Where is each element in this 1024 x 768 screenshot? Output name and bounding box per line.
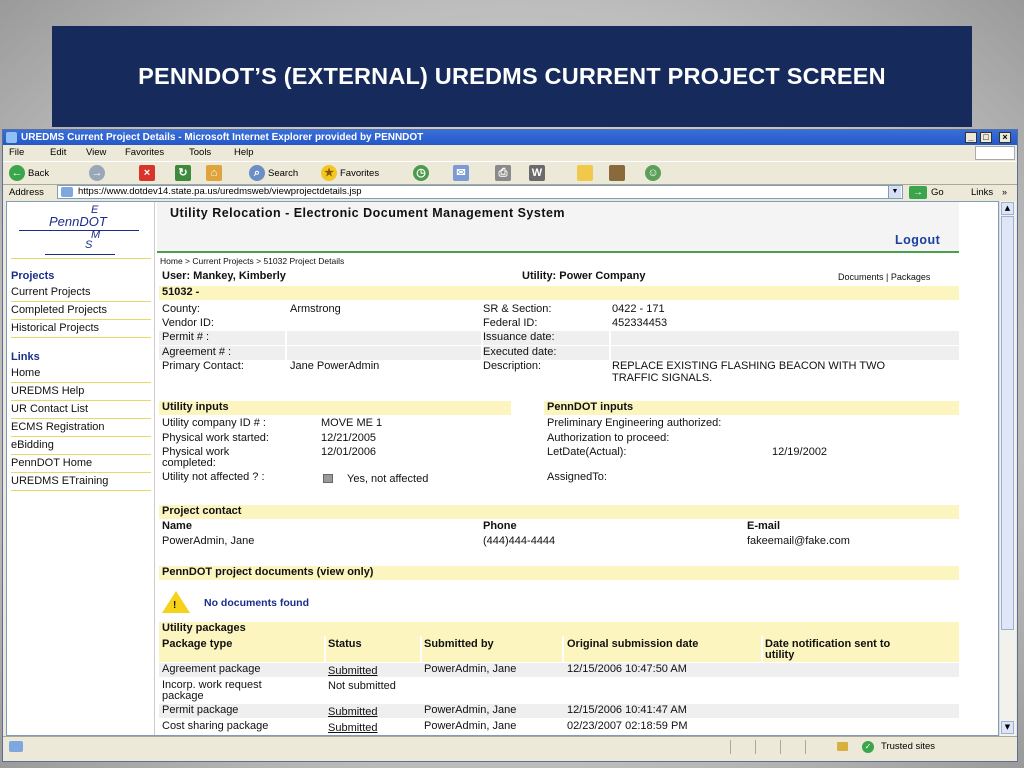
packages-band bbox=[159, 622, 959, 636]
contact-col-phone: Phone bbox=[483, 520, 517, 532]
contact-email: fakeemail@fake.com bbox=[747, 535, 850, 547]
search-icon: ⌕ bbox=[249, 165, 265, 181]
app-header bbox=[157, 202, 959, 253]
menu-bar bbox=[3, 145, 1017, 161]
package-row-2-type: Incorp. work request bbox=[162, 679, 262, 691]
logo-s: S bbox=[85, 239, 93, 251]
federal-id-value: 452334453 bbox=[612, 317, 668, 329]
package-row-1-by: PowerAdmin, Jane bbox=[424, 663, 517, 675]
package-row-3-bg bbox=[159, 704, 959, 718]
go-label: Go bbox=[931, 187, 944, 198]
system-title: Utility Relocation - Electronic Document Management System bbox=[170, 206, 566, 220]
zone-label: Trusted sites bbox=[881, 741, 936, 752]
edit-button[interactable] bbox=[529, 164, 548, 182]
trusted-sites-icon: ✓ bbox=[862, 741, 874, 753]
packages-col-status: Status bbox=[328, 638, 362, 650]
logo-underline bbox=[19, 230, 139, 231]
status-divider-3 bbox=[780, 740, 781, 754]
packages-col-orig-date: Original submission date bbox=[567, 638, 699, 650]
print-button[interactable] bbox=[495, 164, 514, 182]
vendor-id-label: Vendor ID: bbox=[162, 317, 214, 329]
work-started-label: Physical work started: bbox=[162, 432, 269, 444]
address-bar bbox=[3, 184, 1017, 201]
windows-logo-icon bbox=[975, 146, 1015, 160]
primary-contact-value: Jane PowerAdmin bbox=[290, 360, 380, 372]
home-icon: ⌂ bbox=[206, 165, 222, 181]
sidebar-item-uredms-help[interactable]: UREDMS Help bbox=[11, 382, 151, 401]
toolbar bbox=[3, 161, 1017, 185]
logo-m: M bbox=[91, 229, 101, 241]
issuance-date-label: Issuance date: bbox=[483, 331, 555, 343]
home-button[interactable] bbox=[206, 164, 225, 182]
package-row-3-date: 12/15/2006 10:41:47 AM bbox=[567, 704, 687, 716]
menu-edit[interactable]: Edit bbox=[50, 147, 67, 158]
mail-icon: ✉ bbox=[453, 165, 469, 181]
package-row-2-status: Not submitted bbox=[328, 680, 396, 692]
project-id: 51032 - bbox=[162, 286, 200, 298]
browser-window bbox=[2, 129, 1018, 762]
contact-col-name: Name bbox=[162, 520, 192, 532]
favorites-label: Favorites bbox=[340, 167, 380, 179]
description-label: Description: bbox=[483, 360, 542, 372]
menu-tools[interactable]: Tools bbox=[189, 147, 212, 158]
not-affected-text: Yes, not affected bbox=[347, 473, 429, 485]
packages-col-notify-1: Date notification sent to bbox=[765, 638, 891, 650]
edit-icon: W bbox=[529, 165, 545, 181]
refresh-button[interactable] bbox=[175, 164, 194, 182]
packages-col-type: Package type bbox=[162, 638, 233, 650]
assigned-to-label: AssignedTo: bbox=[547, 471, 607, 483]
not-affected-label: Utility not affected ? : bbox=[162, 471, 265, 483]
back-button[interactable] bbox=[9, 164, 49, 182]
back-arrow-icon: ← bbox=[9, 165, 25, 181]
sr-section-label: SR & Section: bbox=[483, 303, 552, 315]
no-documents-message: No documents found bbox=[204, 597, 309, 609]
lock-icon bbox=[837, 742, 848, 751]
contact-col-email: E-mail bbox=[747, 520, 781, 532]
packages-heading: Utility packages bbox=[162, 622, 246, 634]
package-row-3-status-link[interactable]: Submitted bbox=[328, 706, 378, 718]
mail-button[interactable] bbox=[453, 164, 472, 182]
go-button[interactable] bbox=[909, 185, 944, 200]
links-label[interactable]: Links bbox=[971, 187, 994, 198]
search-label: Search bbox=[268, 167, 299, 179]
contact-phone: (444)444-4444 bbox=[483, 535, 556, 547]
messenger-button[interactable] bbox=[645, 164, 664, 182]
not-affected-checkbox[interactable] bbox=[323, 474, 333, 483]
primary-contact-label: Primary Contact: bbox=[162, 360, 244, 372]
project-id-band bbox=[159, 286, 959, 300]
search-button[interactable] bbox=[249, 164, 298, 182]
utility-name: Utility: Power Company bbox=[522, 270, 646, 282]
sidebar-item-historical-projects[interactable]: Historical Projects bbox=[11, 319, 151, 338]
research-icon bbox=[609, 165, 625, 181]
star-icon: ★ bbox=[321, 165, 337, 181]
authorization-label: Authorization to proceed: bbox=[547, 432, 670, 444]
logo-penndot: PennDOT bbox=[49, 214, 107, 229]
links-heading: Links bbox=[11, 351, 40, 363]
sidebar-item-ur-contact-list[interactable]: UR Contact List bbox=[11, 400, 151, 419]
menu-file[interactable]: File bbox=[9, 147, 25, 158]
close-button[interactable]: × bbox=[999, 132, 1011, 143]
documents-heading: PennDOT project documents (view only) bbox=[162, 566, 374, 578]
forward-button[interactable] bbox=[89, 164, 108, 182]
package-row-3-by: PowerAdmin, Jane bbox=[424, 704, 517, 716]
uredms-logo bbox=[11, 204, 151, 257]
executed-date-label: Executed date: bbox=[483, 346, 557, 358]
history-icon: ◷ bbox=[413, 165, 429, 181]
warning-icon-mark: ! bbox=[173, 600, 177, 611]
county-value: Armstrong bbox=[290, 303, 341, 315]
permit-label: Permit # : bbox=[162, 331, 210, 343]
breadcrumb[interactable]: Home > Current Projects > 51032 Project Details bbox=[160, 256, 345, 266]
slide-title-text: PENNDOT’S (EXTERNAL) UREDMS CURRENT PROJECT SCREEN bbox=[138, 63, 886, 89]
permit-row-bg bbox=[159, 331, 959, 345]
address-label: Address bbox=[9, 187, 44, 198]
project-contact-heading: Project contact bbox=[162, 505, 242, 517]
package-row-1-status-link[interactable]: Submitted bbox=[328, 665, 378, 677]
prelim-engineering-label: Preliminary Engineering authorized: bbox=[547, 417, 722, 429]
package-row-2-type-2: package bbox=[162, 690, 204, 702]
sr-section-value: 0422 - 171 bbox=[612, 303, 665, 315]
package-row-4-by: PowerAdmin, Jane bbox=[424, 720, 517, 732]
utility-inputs-heading: Utility inputs bbox=[162, 401, 229, 413]
agreement-label: Agreement # : bbox=[162, 346, 232, 358]
utility-company-id-value: MOVE ME 1 bbox=[321, 417, 383, 429]
folder-button[interactable] bbox=[577, 164, 596, 182]
utility-company-id-label: Utility company ID # : bbox=[162, 417, 266, 429]
menu-view[interactable]: View bbox=[86, 147, 107, 158]
sidebar-item-ebidding[interactable]: eBidding bbox=[11, 436, 151, 455]
sidebar-item-penndot-home[interactable]: PennDOT Home bbox=[11, 454, 151, 473]
address-url: https://www.dotdev14.state.pa.us/uredmsweb/viewprojectdetails.jsp bbox=[78, 186, 362, 197]
description-line-1: REPLACE EXISTING FLASHING BEACON WITH TWO bbox=[612, 360, 886, 372]
address-dropdown-icon[interactable]: ▼ bbox=[888, 186, 901, 198]
window-titlebar bbox=[3, 130, 1017, 145]
packages-col-notify-2: utility bbox=[765, 649, 795, 661]
letdate-value: 12/19/2002 bbox=[772, 446, 828, 458]
description-line-2: TRAFFIC SIGNALS. bbox=[612, 372, 713, 384]
work-completed-value: 12/01/2006 bbox=[321, 446, 377, 458]
research-button[interactable] bbox=[609, 164, 628, 182]
vertical-scrollbar[interactable] bbox=[999, 201, 1016, 736]
logo-underline-2 bbox=[45, 254, 115, 255]
status-divider-4 bbox=[805, 740, 806, 754]
links-chevron-icon[interactable]: » bbox=[1002, 187, 1008, 197]
sidebar bbox=[7, 202, 155, 735]
back-label: Back bbox=[28, 167, 50, 179]
sidebar-item-completed-projects[interactable]: Completed Projects bbox=[11, 301, 151, 320]
status-divider-2 bbox=[755, 740, 756, 754]
work-completed-label-1: Physical work bbox=[162, 446, 230, 458]
window-title: UREDMS Current Project Details - Microsoft Internet Explorer provided by PENNDOT bbox=[21, 132, 424, 143]
logo-e: E bbox=[91, 204, 99, 216]
package-row-4-date: 02/23/2007 02:18:59 PM bbox=[567, 720, 688, 732]
package-row-4-status-link[interactable]: Submitted bbox=[328, 722, 378, 734]
package-row-1-type: Agreement package bbox=[162, 663, 261, 675]
package-row-4-type: Cost sharing package bbox=[162, 720, 269, 732]
work-completed-label-2: completed: bbox=[162, 457, 216, 469]
folder-icon bbox=[577, 165, 593, 181]
menu-favorites[interactable]: Favorites bbox=[125, 147, 165, 158]
page-status-icon bbox=[9, 741, 23, 752]
scroll-up-arrow-icon[interactable]: ▲ bbox=[1001, 202, 1014, 215]
forward-arrow-icon: → bbox=[89, 165, 105, 181]
documents-packages-links[interactable]: Documents | Packages bbox=[838, 272, 931, 282]
refresh-icon: ↻ bbox=[175, 165, 191, 181]
package-row-3-type: Permit package bbox=[162, 704, 239, 716]
sidebar-item-uredms-etraining[interactable]: UREDMS ETraining bbox=[11, 472, 151, 491]
scroll-thumb[interactable] bbox=[1001, 216, 1014, 630]
package-row-1-date: 12/15/2006 10:47:50 AM bbox=[567, 663, 687, 675]
minimize-button[interactable]: _ bbox=[965, 132, 977, 143]
address-input[interactable] bbox=[57, 185, 903, 199]
agreement-row-bg bbox=[159, 346, 959, 360]
stop-button[interactable] bbox=[139, 164, 158, 182]
work-started-value: 12/21/2005 bbox=[321, 432, 377, 444]
scroll-down-arrow-icon[interactable]: ▼ bbox=[1001, 721, 1014, 734]
sidebar-item-ecms-registration[interactable]: ECMS Registration bbox=[11, 418, 151, 437]
county-label: County: bbox=[162, 303, 200, 315]
favorites-button[interactable] bbox=[321, 164, 379, 182]
ie-icon bbox=[6, 132, 17, 143]
project-contact-band bbox=[159, 505, 959, 519]
status-bar bbox=[3, 736, 1017, 757]
menu-help[interactable]: Help bbox=[234, 147, 254, 158]
sidebar-item-current-projects[interactable]: Current Projects bbox=[11, 283, 151, 302]
history-button[interactable] bbox=[413, 164, 432, 182]
print-icon: ⎙ bbox=[495, 165, 511, 181]
sidebar-item-home[interactable]: Home bbox=[11, 364, 151, 383]
maximize-button[interactable]: □ bbox=[980, 132, 992, 143]
slide-title bbox=[52, 26, 972, 127]
logout-link[interactable]: Logout bbox=[895, 233, 941, 247]
go-arrow-icon: → bbox=[909, 186, 927, 199]
contact-name: PowerAdmin, Jane bbox=[162, 535, 255, 547]
messenger-icon: ☺ bbox=[645, 165, 661, 181]
status-divider-1 bbox=[730, 740, 731, 754]
federal-id-label: Federal ID: bbox=[483, 317, 538, 329]
web-page bbox=[6, 201, 999, 736]
packages-col-submitted-by: Submitted by bbox=[424, 638, 494, 650]
page-icon bbox=[61, 187, 73, 197]
sidebar-divider bbox=[11, 258, 151, 259]
user-name: User: Mankey, Kimberly bbox=[162, 270, 286, 282]
stop-icon: × bbox=[139, 165, 155, 181]
letdate-label: LetDate(Actual): bbox=[547, 446, 627, 458]
package-row-1-bg bbox=[159, 663, 959, 677]
penndot-inputs-heading: PennDOT inputs bbox=[547, 401, 634, 413]
projects-heading: Projects bbox=[11, 270, 55, 282]
